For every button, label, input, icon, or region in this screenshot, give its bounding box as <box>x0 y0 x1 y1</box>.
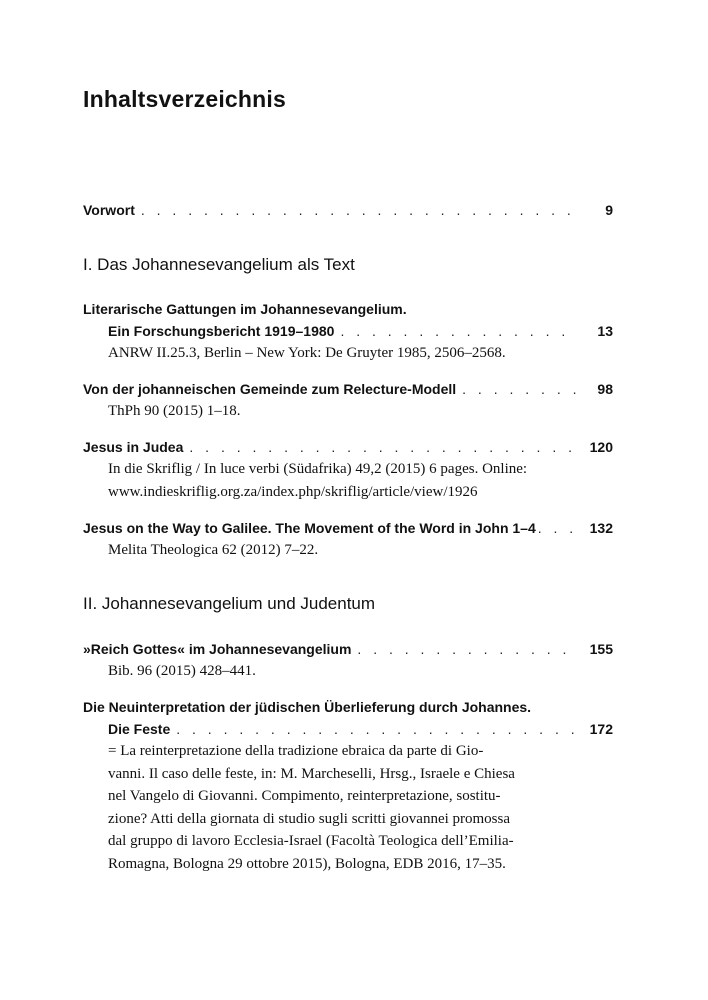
leader-dots <box>189 436 577 458</box>
entry-title: Jesus on the Way to Galilee. The Movement of the Word in John 1–4 <box>83 520 536 536</box>
entry-title: »Reich Gottes« im Johannesevangelium <box>83 641 352 657</box>
entry-title: Die Neuinterpretation der jüdischen Überlieferung durch Johannes. <box>83 699 532 715</box>
entry-title: Literarische Gattungen im Johannesevangelium. <box>83 301 407 317</box>
reference-line: = La reinterpretazione della tradizione ebraica da parte di Gio- <box>108 743 484 759</box>
toc-entry-vorwort[interactable] <box>83 199 613 221</box>
toc-entry-neuinterpretation[interactable] <box>83 696 613 875</box>
entry-reference: Bib. 96 (2015) 428–441. <box>108 663 256 679</box>
reference-line: nel Vangelo di Giovanni. Compimento, reinterpretazione, sostitu- <box>108 788 501 804</box>
entry-reference: ANRW II.25.3, Berlin – New York: De Gruyter 1985, 2506–2568. <box>108 345 506 361</box>
reference-line: Romagna, Bologna 29 ottobre 2015), Bologna, EDB 2016, 17–35. <box>108 855 506 872</box>
page-number: 120 <box>589 439 613 455</box>
entry-title: Jesus in Judea <box>83 439 184 455</box>
leader-dots <box>357 638 577 660</box>
toc-entry-jesus-in-judea[interactable] <box>83 436 613 503</box>
entry-title-continued: Die Feste <box>108 721 171 737</box>
reference-line: dal gruppo di lavoro Ecclesia-Israel (Facoltà Teologica dell’Emilia- <box>108 833 514 849</box>
reference-line: vanni. Il caso delle feste, in: M. Marcheselli, Hrsg., Israele e Chiesa <box>108 765 515 782</box>
toc-entry-reich-gottes[interactable] <box>83 638 613 683</box>
page-number: 98 <box>597 381 613 397</box>
leader-dots <box>538 517 577 539</box>
toc-entry-literarische-gattungen[interactable] <box>83 298 613 365</box>
leader-dots <box>340 320 577 342</box>
reference-line: zione? Atti della giornata di studio sugli scritti giovannei promossa <box>108 810 511 827</box>
page-number: 9 <box>605 202 613 218</box>
entry-title: Von der johanneischen Gemeinde zum Relecture-Modell <box>83 381 457 397</box>
leader-dots <box>462 378 577 400</box>
section-heading-1: I. Das Johannesevangelium als Text <box>83 255 355 274</box>
section-heading-2: II. Johannesevangelium und Judentum <box>83 594 376 613</box>
entry-reference-url: www.indieskriflig.org.za/index.php/skriflig/article/view/1926 <box>108 483 478 500</box>
page-number: 172 <box>589 721 613 737</box>
toc-entry-relecture-modell[interactable] <box>83 378 613 423</box>
toc-entry-jesus-on-the-way[interactable] <box>83 517 613 562</box>
entry-reference <box>83 740 588 875</box>
page-number: 155 <box>589 641 613 657</box>
leader-dots <box>176 718 577 740</box>
page-title: Inhaltsverzeichnis <box>83 86 287 112</box>
entry-reference: ThPh 90 (2015) 1–18. <box>108 403 241 419</box>
entry-reference: Melita Theologica 62 (2012) 7–22. <box>108 542 319 558</box>
page-number: 13 <box>597 323 613 339</box>
leader-dots <box>141 199 577 221</box>
entry-title: Vorwort <box>83 202 135 218</box>
entry-title-continued: Ein Forschungsbericht 1919–1980 <box>108 323 335 339</box>
page-number: 132 <box>589 520 613 536</box>
entry-reference: In die Skriflig / In luce verbi (Südafrika) 49,2 (2015) 6 pages. Online: <box>108 461 528 477</box>
